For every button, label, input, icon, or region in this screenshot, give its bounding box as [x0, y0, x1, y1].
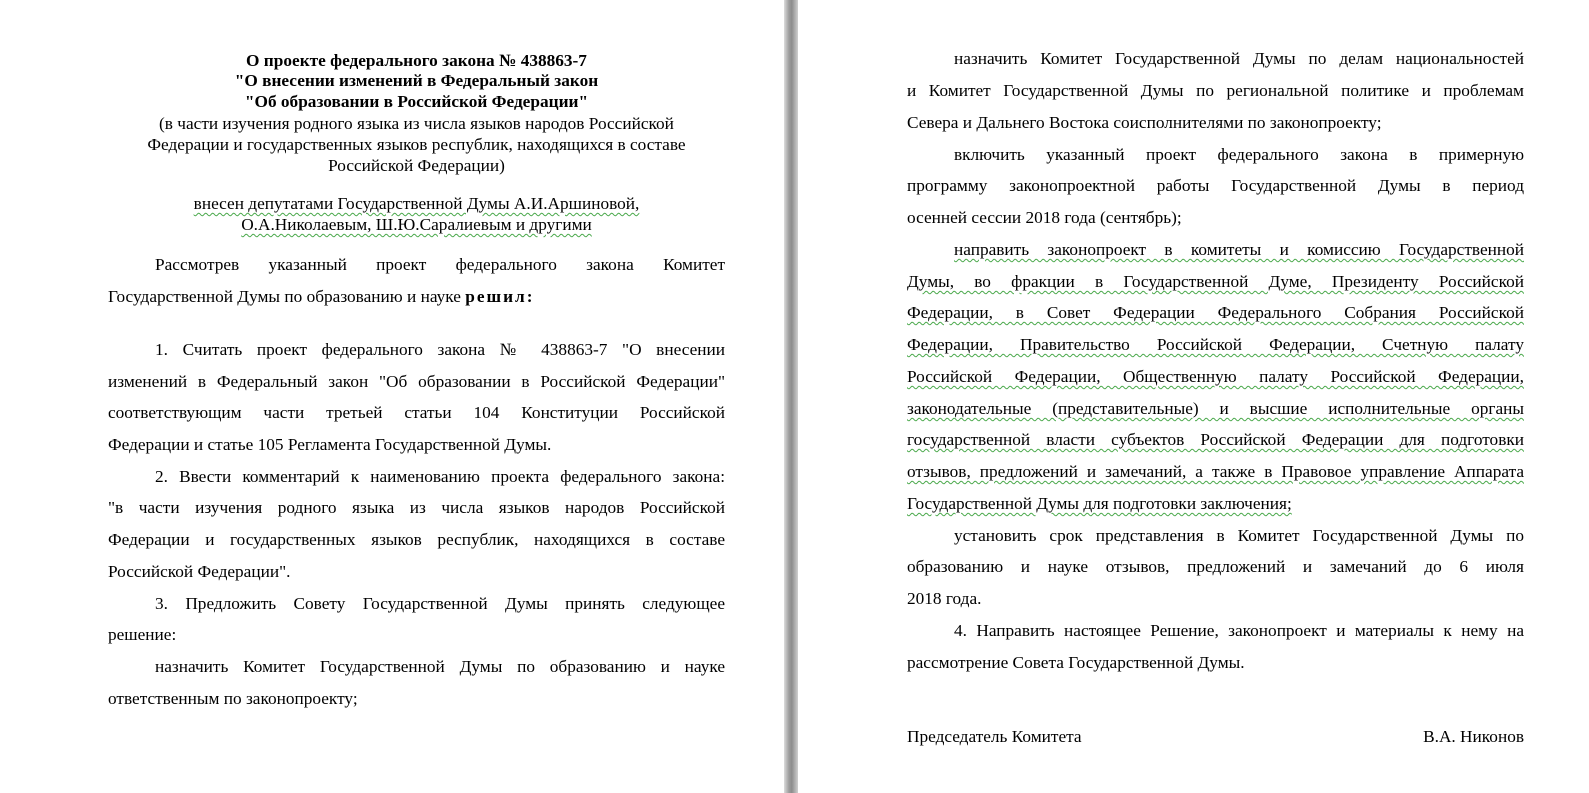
doc-subtitle-line-1: (в части изучения родного языка из числа языков народов Российской	[159, 114, 674, 133]
item2-line-2: "в части изучения родного языка из числа языков народов Российской	[108, 498, 725, 517]
doc-subtitle-line-2: Федерации и государственных языков республик, находящихся в составе	[147, 135, 686, 154]
decision-word: решил:	[465, 287, 535, 306]
authors-line-2	[108, 214, 725, 236]
para2-line-2: программу законопроектной работы Государственной Думы в период	[907, 176, 1524, 195]
para4-line-1: установить срок представления в Комитет Государственной Думы по	[954, 526, 1524, 545]
item3a-line-1: назначить Комитет Государственной Думы по образованию и науке	[155, 657, 725, 676]
item3-line-2: решение:	[108, 625, 177, 644]
item2-line-3: Федерации и государственных языков республик, находящихся в составе	[108, 530, 725, 549]
item4-line-1: 4. Направить настоящее Решение, законопроект и материалы к нему на	[954, 621, 1524, 640]
para4-line-2: образованию и науке отзывов, предложений и замечаний до 6 июля	[907, 557, 1524, 576]
page-gap-divider	[784, 0, 798, 793]
para2-line-1: включить указанный проект федерального закона в примерную	[954, 145, 1524, 164]
authors-line-1	[108, 193, 725, 215]
para3-line-2: Думы, во фракции в Государственной Думе, Президенту Российской	[907, 272, 1524, 291]
para1-line-3: Севера и Дальнего Востока соисполнителями по законопроекту;	[907, 113, 1382, 132]
signature-title: Председатель Комитета	[907, 727, 1082, 746]
para3-line-7: государственной власти субъектов Российской Федерации для подготовки	[907, 430, 1524, 449]
preamble-line-2-text: Государственной Думы по образованию и науке	[108, 287, 461, 306]
item1-line-1: 1. Считать проект федерального закона № 438863-7 "О внесении	[155, 340, 725, 359]
item1-line-4: Федерации и статье 105 Регламента Государственной Думы.	[108, 435, 552, 454]
para2-line-3: осенней сессии 2018 года (сентябрь);	[907, 208, 1182, 227]
para4-line-3: 2018 года.	[907, 589, 982, 608]
authors-line-2-text: О.А.Николаевым, Ш.Ю.Саралиевым и другими	[241, 215, 592, 234]
item1-line-2: изменений в Федеральный закон "Об образовании в Российской Федерации"	[108, 372, 725, 391]
para3-line-3: Федерации, в Совет Федерации Федерального Собрания Российской	[907, 303, 1524, 322]
item2-line-1: 2. Ввести комментарий к наименованию проекта федерального закона:	[155, 467, 725, 486]
para3-line-9-text: Государственной Думы для подготовки заключения;	[907, 494, 1292, 513]
doc-title-line-3: "Об образовании в Российской Федерации"	[244, 92, 589, 111]
para3-line-5: Российской Федерации, Общественную палату Российской Федерации,	[907, 367, 1524, 386]
document-page-left	[0, 0, 784, 793]
preamble-line-2	[108, 286, 725, 308]
para3-line-8: отзывов, предложений и замечаний, а также в Правовое управление Аппарата	[907, 462, 1524, 481]
doc-title-line-1: О проекте федерального закона № 438863-7	[246, 51, 587, 70]
para1-line-1: назначить Комитет Государственной Думы по делам национальностей	[954, 49, 1524, 68]
item3-line-1: 3. Предложить Совету Государственной Думы принять следующее	[155, 594, 725, 613]
para3-line-1: направить законопроект в комитеты и комиссию Государственной	[954, 240, 1524, 259]
signature-name: В.А. Никонов	[1423, 727, 1524, 746]
doc-title-line-2: "О внесении изменений в Федеральный закон	[234, 71, 599, 90]
para3-line-4: Федерации, Правительство Российской Федерации, Счетную палату	[907, 335, 1524, 354]
preamble-line-1: Рассмотрев указанный проект федерального закона Комитет	[155, 255, 725, 274]
item3a-line-2: ответственным по законопроекту;	[108, 689, 358, 708]
document-page-right	[798, 0, 1589, 793]
doc-subtitle-line-3: Российской Федерации)	[328, 156, 505, 175]
para3-line-6: законодательные (представительные) и высшие исполнительные органы	[907, 399, 1524, 418]
para3-line-9	[907, 493, 1524, 515]
authors-line-1-text: внесен депутатами Государственной Думы А.И.Аршиновой,	[193, 194, 640, 213]
item1-line-3: соответствующим части третьей статьи 104 Конституции Российской	[108, 403, 725, 422]
item4-line-2: рассмотрение Совета Государственной Думы.	[907, 653, 1245, 672]
para1-line-2: и Комитет Государственной Думы по региональной политике и проблемам	[907, 81, 1524, 100]
item2-line-4: Российской Федерации".	[108, 562, 291, 581]
